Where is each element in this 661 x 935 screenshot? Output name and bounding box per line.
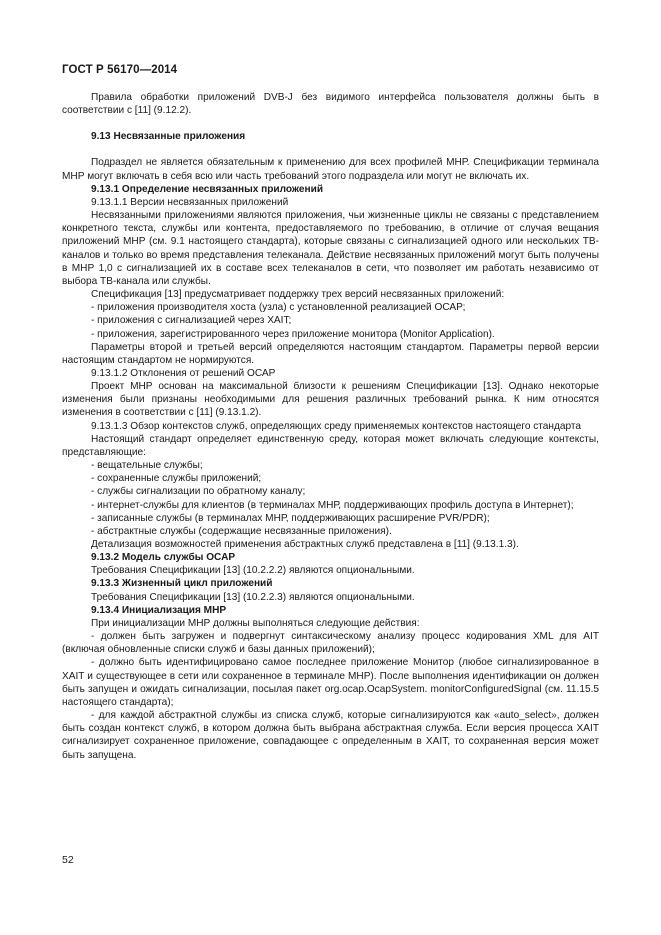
- paragraph: Требования Спецификации [13] (10.2.2.2) являются опциональными.: [91, 565, 415, 577]
- paragraph: Подраздел не является обязательным к применению для всех профилей МНР. Спецификации терминала МНР могут включать в себя всю или часть требований этого подраздела или могут не включать их.: [62, 157, 599, 182]
- subsection-heading: 9.13.4 Инициализация МНР: [91, 604, 227, 616]
- list-item: - интернет-службы для клиентов (в терминалах МНР, поддерживающих профиль доступа в Интернет);: [91, 499, 574, 511]
- list-item: - записанные службы (в терминалах МНР, поддерживающих расширение PVR/PDR);: [91, 512, 490, 524]
- clause-heading: 9.13.1.2 Отклонения от решений ОСАР: [91, 367, 276, 379]
- list-item: - вещательные службы;: [91, 460, 203, 472]
- page-number: 52: [62, 854, 74, 866]
- clause-heading: 9.13.1.1 Версии несвязанных приложений: [91, 196, 289, 208]
- list-item: - приложения с сигнализацией через XAIT;: [91, 315, 292, 327]
- list-item: - сохраненные службы приложений;: [91, 473, 262, 485]
- list-item: - приложения, зарегистрированного через приложение монитора (Monitor Application).: [91, 328, 495, 340]
- paragraph: Параметры второй и третьей версий определяются настоящим стандартом. Параметры первой версии настоящим стандартом не нормируются.: [62, 341, 599, 366]
- list-item: - приложения производителя хоста (узла) с установленной реализацией ОСАР;: [91, 302, 466, 314]
- paragraph: Правила обработки приложений DVB-J без видимого интерфейса пользователя должны быть в соответствии с [11] (9.12.2).: [62, 92, 599, 117]
- subsection-heading: 9.13.1 Определение несвязанных приложений: [91, 183, 324, 195]
- document-code-header: ГОСТ Р 56170—2014: [62, 64, 178, 76]
- paragraph: Несвязанными приложениями являются приложения, чьи жизненные циклы не связаны с представлением конкретного текста, службы или контента, предоставляемого по требованию, в отличие от случая вещания приложений МНР (см. 9.1 настоящего стандарта), которые связаны с сигнализацией одного или нескольких ТВ-каналов и только во время представления телеканала. Действие несвязанных приложений могут быть получены в МНР 1,0 с сигнализацией их в составе всех телеканалов в сети, что позволяет им работать независимо от выбора ТВ-канала или службы.: [62, 210, 599, 287]
- subsection-heading: 9.13.3 Жизненный цикл приложений: [91, 578, 273, 590]
- paragraph: При инициализации МНР должны выполняться следующие действия:: [91, 617, 420, 629]
- paragraph: Детализация возможностей применения абстрактных служб представлена в [11] (9.13.1.3).: [91, 539, 519, 550]
- clause-heading: 9.13.1.3 Обзор контекстов служб, определяющих среду применяемых контекстов настоящего стандарта: [91, 420, 582, 432]
- section-heading: 9.13 Несвязанные приложения: [91, 131, 246, 143]
- subsection-heading: 9.13.2 Модель службы ОСАР: [91, 552, 236, 564]
- page-body: [62, 91, 599, 762]
- list-item: - должно быть идентифицировано самое последнее приложение Монитор (любое сигнализированное в XAIT и существующее в сети или сохраненное в терминале МНР). После выполнения идентификации он должен быть запущен и ожидать сигнализации, посылая пакет org.ocap.OcapSystem. monitorConfiguredSignal (см. 11.15.5 настоящего стандарта);: [62, 657, 599, 708]
- paragraph: Проект МНР основан на максимальной близости к решениям Спецификации [13]. Однако некоторые изменения были признаны необходимыми для решения различных требований рынка. К ним относятся изменения в соответствии с [11] (9.13.1.2).: [62, 381, 599, 419]
- paragraph: Требования Спецификации [13] (10.2.2.3) являются опциональными.: [91, 591, 415, 603]
- list-item: - службы сигнализации по обратному каналу;: [91, 486, 306, 498]
- list-item: - абстрактные службы (содержащие несвязанные приложения).: [91, 525, 392, 537]
- list-item: - для каждой абстрактной службы из списка служб, которые сигнализируются как «auto_select», должен быть создан контекст служб, в котором должна быть выбрана абстрактная служба. Если версия процесса XAIT сигнализирует сохраненное приложение, совпадающее с определенным в XAIT, то сохраненная версия может быть запущена.: [62, 710, 599, 761]
- list-item: - должен быть загружен и подвергнут синтаксическому анализу процесс кодирования XML для AIT (включая обновленные списки служб и базы данных приложений);: [62, 631, 599, 656]
- paragraph: Настоящий стандарт определяет единственную среду, которая может включать следующие контексты, представляющие:: [62, 433, 599, 458]
- paragraph: Спецификация [13] предусматривает поддержку трех версий несвязанных приложений:: [91, 289, 505, 301]
